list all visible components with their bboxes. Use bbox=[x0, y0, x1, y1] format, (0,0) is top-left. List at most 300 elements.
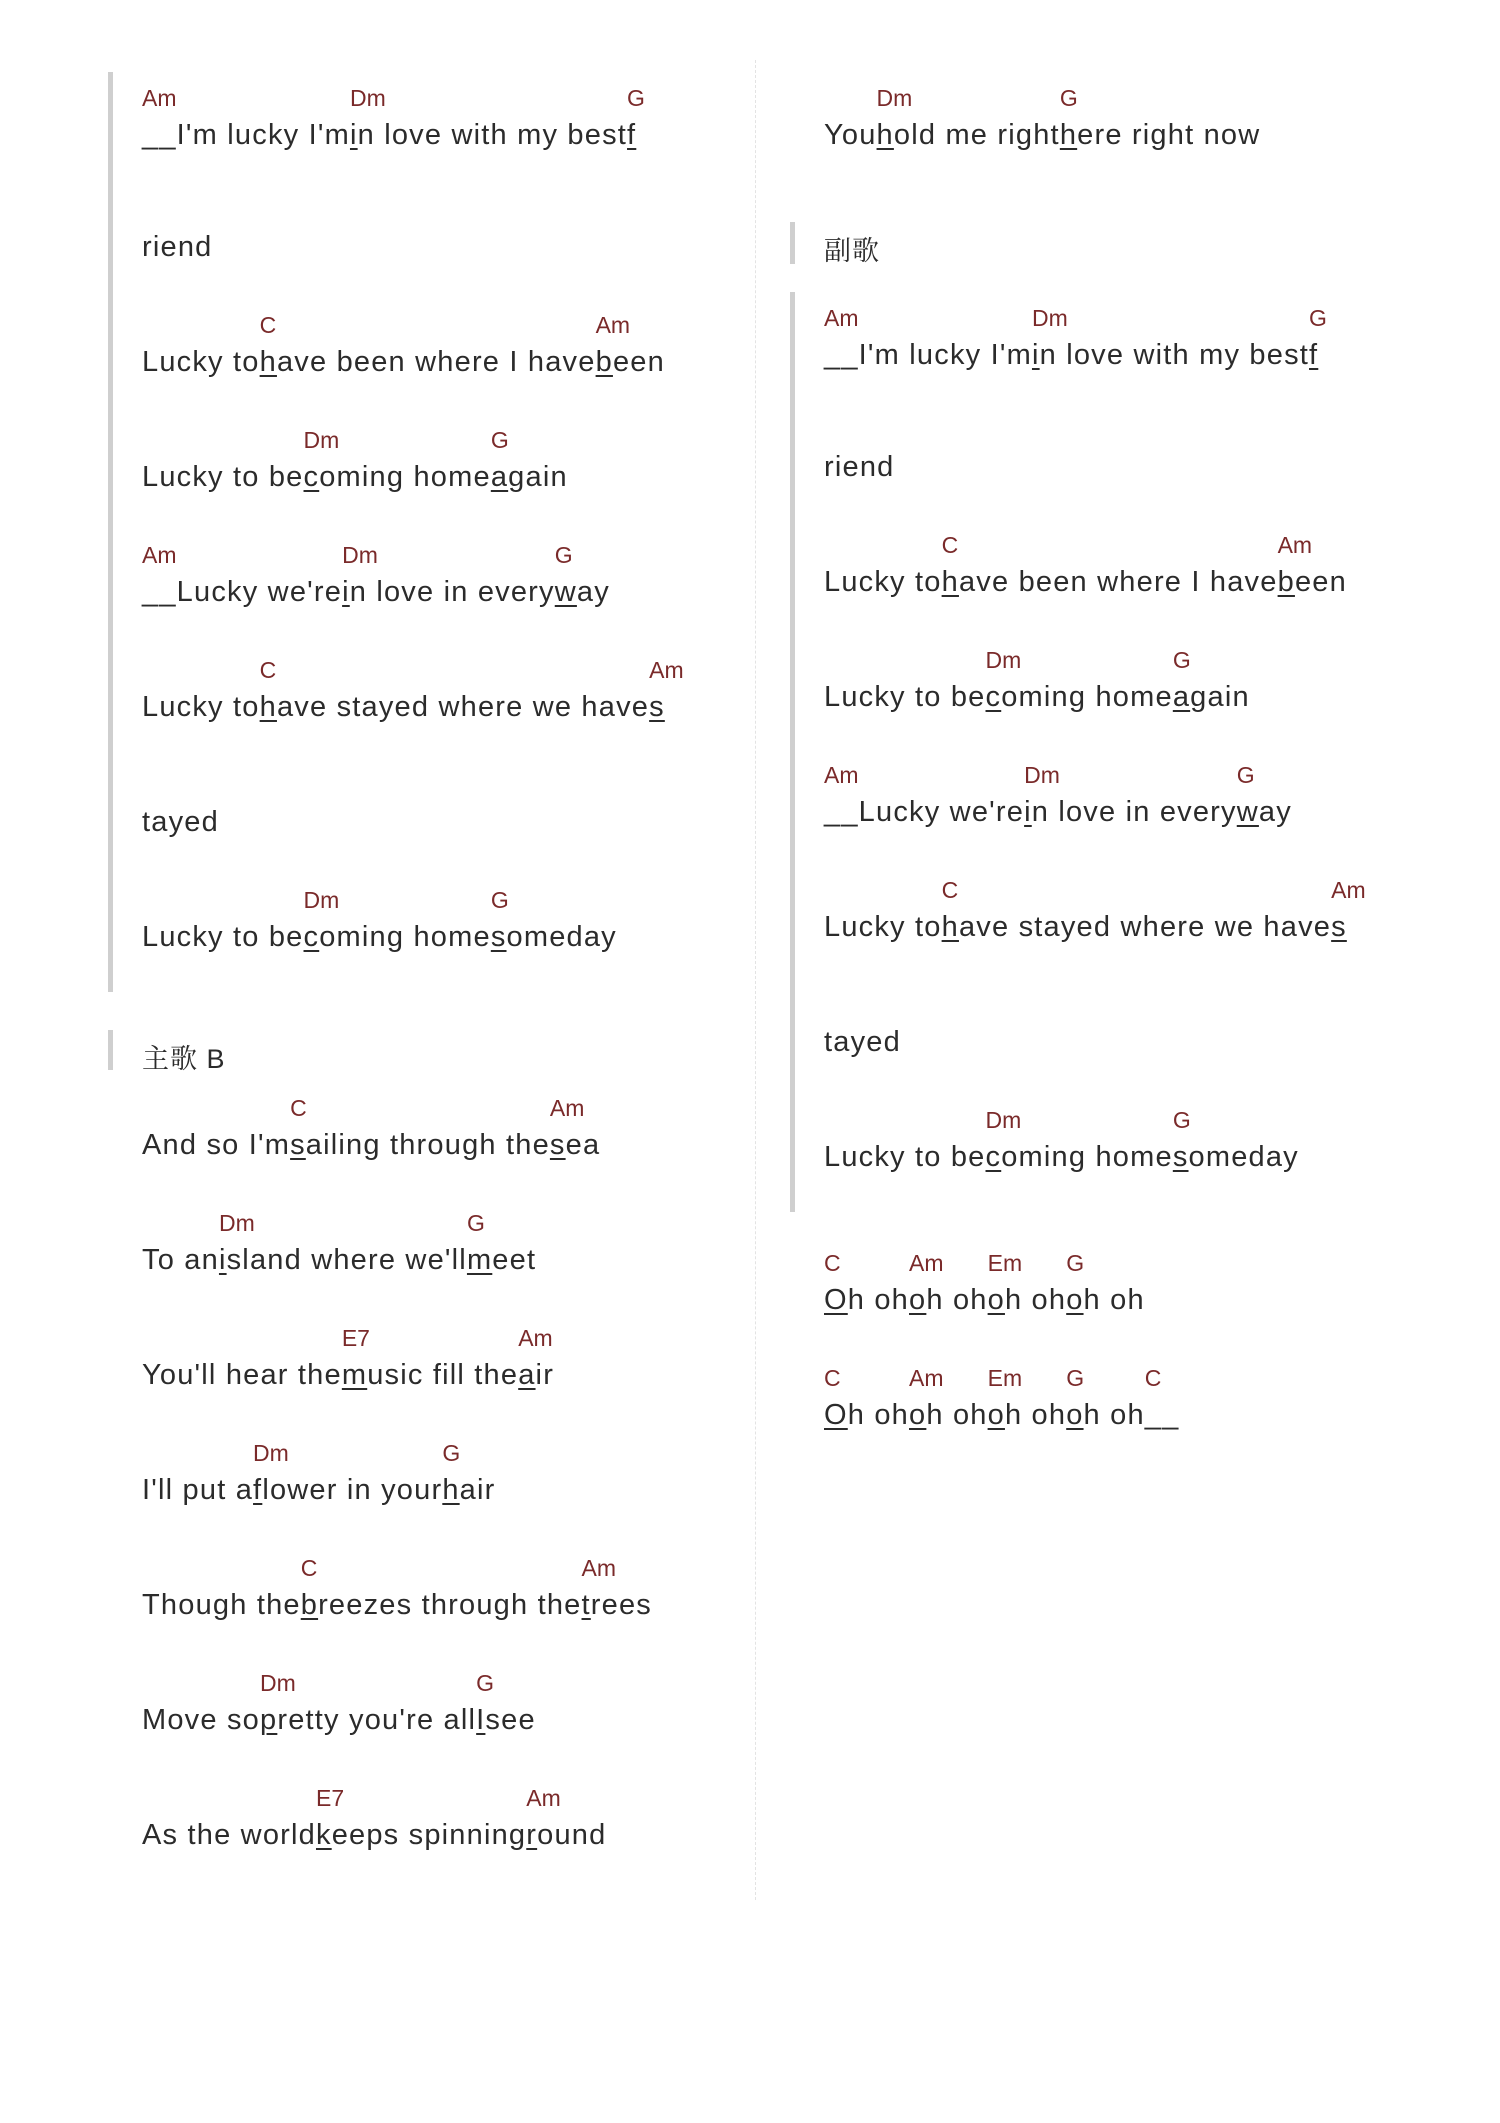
lyric-segment bbox=[1144, 1365, 1180, 1432]
lyric-text: h bbox=[259, 346, 277, 378]
lyric-text: usic fill the bbox=[367, 1359, 519, 1391]
lyric-text: s bbox=[490, 921, 507, 953]
lyric-segment bbox=[824, 565, 942, 599]
lyric-text: riend bbox=[142, 231, 213, 263]
chord-label: Em bbox=[987, 1365, 1023, 1391]
chord-label: Am bbox=[581, 1555, 617, 1581]
lyric-segment bbox=[566, 1128, 601, 1162]
lyric-segment bbox=[476, 1670, 495, 1737]
lyric-segment bbox=[526, 1785, 561, 1852]
lyric-segment bbox=[142, 1358, 342, 1392]
chord-label: G bbox=[554, 542, 573, 568]
lyric-text: o bbox=[987, 1399, 1005, 1431]
lyric-segment bbox=[485, 1703, 535, 1737]
chord-label: C bbox=[941, 877, 959, 903]
lyric-text: see bbox=[485, 1704, 536, 1736]
chord-label: Am bbox=[595, 312, 631, 338]
chord-label: Am bbox=[909, 1365, 944, 1391]
lyric-segment bbox=[577, 575, 610, 609]
lyric-text: I'm lucky I'm bbox=[858, 339, 1032, 371]
lyric-text: Lucky we're bbox=[858, 796, 1025, 828]
lyric-segment bbox=[824, 1365, 848, 1432]
chord-label: E7 bbox=[341, 1325, 370, 1351]
lyric-text: Though the bbox=[142, 1589, 301, 1621]
lyric-text: k bbox=[315, 1819, 332, 1851]
lyric-text: h oh bbox=[1083, 1399, 1145, 1431]
lyric-segment bbox=[1032, 795, 1237, 829]
lyric-text: Lucky to be bbox=[824, 1141, 986, 1173]
lyric-segment bbox=[1084, 1283, 1145, 1317]
lyric-segment bbox=[824, 910, 942, 944]
lyric-segment bbox=[177, 575, 342, 609]
chord-label: Dm bbox=[349, 85, 386, 111]
chord-label: Am bbox=[649, 657, 684, 683]
lyric-text: I'm lucky I'm bbox=[176, 119, 350, 151]
lyric-text: h oh bbox=[847, 1284, 910, 1316]
chord-label: C bbox=[824, 1365, 841, 1391]
lyric-text: o bbox=[909, 1399, 927, 1431]
chord-label: G bbox=[627, 85, 645, 111]
lyric-text: o bbox=[1066, 1284, 1084, 1316]
lyric-line bbox=[142, 542, 610, 609]
chord-label: G bbox=[490, 887, 509, 913]
lyric-text: b bbox=[595, 346, 613, 378]
chord-label: Dm bbox=[218, 1210, 255, 1236]
lyric-text: a bbox=[518, 1359, 536, 1391]
lyric-text: oming home bbox=[319, 921, 491, 953]
lyric-line bbox=[142, 805, 219, 839]
lyric-line bbox=[824, 1365, 1180, 1432]
lyric-text: To an bbox=[142, 1244, 219, 1276]
chord-label: C bbox=[824, 1250, 841, 1276]
lyric-text: rees bbox=[590, 1589, 652, 1621]
chord-label: Dm bbox=[260, 1670, 296, 1696]
lyric-text: een bbox=[612, 346, 665, 378]
chord-label: G bbox=[1059, 85, 1078, 111]
lyric-line bbox=[142, 427, 568, 494]
lyric-text: a bbox=[1172, 681, 1191, 713]
lyric-segment bbox=[319, 920, 491, 954]
chord-label: C bbox=[941, 532, 959, 558]
lyric-segment bbox=[987, 1250, 1023, 1317]
lyric-text: ave stayed where we have bbox=[276, 691, 650, 723]
lyric-text: t bbox=[581, 1589, 591, 1621]
lyric-text: c bbox=[303, 921, 320, 953]
lyric-text: h oh bbox=[847, 1399, 910, 1431]
lyric-segment bbox=[142, 690, 260, 724]
lyric-text: As the world bbox=[142, 1819, 316, 1851]
lyric-text: lower in your bbox=[262, 1474, 443, 1506]
lyric-text: ave stayed where we have bbox=[958, 911, 1332, 943]
lyric-text: gain bbox=[508, 461, 568, 493]
lyric-text: Lucky to bbox=[142, 691, 260, 723]
lyric-segment bbox=[303, 887, 340, 954]
section-bar bbox=[790, 292, 795, 1212]
lyric-segment bbox=[507, 920, 617, 954]
lyric-segment bbox=[253, 1440, 289, 1507]
chord-label: G bbox=[476, 1670, 495, 1696]
lyric-segment bbox=[848, 1283, 909, 1317]
lyric-segment bbox=[218, 1210, 255, 1277]
lyric-segment bbox=[277, 1703, 476, 1737]
lyric-text: h bbox=[442, 1474, 460, 1506]
lyric-segment bbox=[824, 1250, 848, 1317]
lyric-line bbox=[824, 450, 895, 484]
lyric-segment bbox=[824, 450, 895, 484]
chord-label: C bbox=[300, 1555, 318, 1581]
lyric-text: Lucky to be bbox=[142, 461, 304, 493]
lyric-segment bbox=[859, 795, 1024, 829]
lyric-segment bbox=[824, 1140, 986, 1174]
lyric-text: f bbox=[627, 119, 637, 151]
lyric-segment bbox=[341, 1325, 370, 1392]
chord-label: Dm bbox=[985, 647, 1022, 673]
lyric-text: ound bbox=[537, 1819, 607, 1851]
lyric-text: s bbox=[290, 1129, 306, 1161]
lyric-segment bbox=[876, 85, 913, 152]
lyric-segment bbox=[350, 575, 555, 609]
lyric-text: __ bbox=[142, 119, 177, 151]
lyric-line bbox=[824, 532, 1347, 599]
lyric-text: Lucky to bbox=[824, 911, 942, 943]
chord-label: G bbox=[1236, 762, 1255, 788]
lyric-segment bbox=[1295, 565, 1347, 599]
chord-label: G bbox=[466, 1210, 485, 1236]
chord-label: G bbox=[1066, 1250, 1085, 1276]
lyric-segment bbox=[177, 118, 350, 152]
lyric-text: h oh bbox=[1083, 1284, 1145, 1316]
lyric-segment bbox=[859, 338, 1032, 372]
lyric-segment bbox=[537, 1818, 606, 1852]
lyric-segment bbox=[342, 542, 378, 609]
lyric-segment bbox=[142, 805, 219, 839]
lyric-segment bbox=[259, 312, 277, 379]
lyric-text: Lucky we're bbox=[176, 576, 343, 608]
section-bar bbox=[108, 72, 113, 992]
lyric-text: r bbox=[526, 1819, 538, 1851]
lyric-text: h bbox=[876, 119, 894, 151]
lyric-text: retty you're all bbox=[277, 1704, 477, 1736]
lyric-segment bbox=[490, 427, 509, 494]
lyric-line bbox=[824, 1107, 1299, 1174]
lyric-segment bbox=[262, 1473, 442, 1507]
lyric-segment bbox=[460, 1473, 496, 1507]
lyric-segment bbox=[142, 1703, 260, 1737]
lyric-text: riend bbox=[824, 451, 895, 483]
lyric-line bbox=[824, 647, 1250, 714]
lyric-segment bbox=[227, 1243, 467, 1277]
lyric-text: old me right bbox=[893, 119, 1060, 151]
lyric-text: Lucky to be bbox=[142, 921, 304, 953]
chord-label: G bbox=[442, 1440, 461, 1466]
chord-label: Am bbox=[526, 1785, 561, 1811]
lyric-text: h oh bbox=[926, 1399, 988, 1431]
chord-label: Am bbox=[518, 1325, 553, 1351]
lyric-text: c bbox=[303, 461, 320, 493]
lyric-segment bbox=[1190, 680, 1250, 714]
lyric-line bbox=[142, 657, 684, 724]
lyric-text: ir bbox=[535, 1359, 555, 1391]
chord-label: Am bbox=[824, 762, 859, 788]
lyric-segment bbox=[959, 565, 1278, 599]
chord-label: Dm bbox=[303, 427, 340, 453]
lyric-text: m bbox=[341, 1359, 368, 1391]
chord-label: Am bbox=[1277, 532, 1313, 558]
lyric-segment bbox=[941, 877, 959, 944]
lyric-segment bbox=[466, 1210, 493, 1277]
lyric-text: n love in every bbox=[349, 576, 555, 608]
lyric-segment bbox=[142, 1243, 219, 1277]
lyric-line bbox=[142, 312, 665, 379]
lyric-segment bbox=[142, 1128, 290, 1162]
chord-label: Am bbox=[549, 1095, 585, 1121]
section-heading: 主歌 B bbox=[142, 1044, 226, 1074]
lyric-segment bbox=[1331, 877, 1366, 944]
lyric-line bbox=[142, 1670, 536, 1737]
lyric-text: b bbox=[300, 1589, 319, 1621]
lyric-text: een bbox=[1294, 566, 1347, 598]
lyric-text: __ bbox=[824, 339, 859, 371]
lyric-text: I bbox=[476, 1704, 486, 1736]
lyric-segment bbox=[941, 532, 959, 599]
lyric-segment bbox=[442, 1440, 461, 1507]
lyric-text: eet bbox=[492, 1244, 537, 1276]
lyric-line bbox=[824, 85, 1261, 152]
lyric-segment bbox=[277, 690, 649, 724]
lyric-text: m bbox=[466, 1244, 493, 1276]
chord-label: C bbox=[259, 657, 277, 683]
lyric-text: s bbox=[1172, 1141, 1189, 1173]
lyric-segment bbox=[367, 1358, 518, 1392]
lyric-segment bbox=[1084, 1398, 1145, 1432]
lyric-text: h bbox=[941, 566, 959, 598]
lyric-text: air bbox=[459, 1474, 496, 1506]
lyric-segment bbox=[985, 1107, 1022, 1174]
chord-label: Am bbox=[909, 1250, 944, 1276]
lyric-text: reezes through the bbox=[318, 1589, 582, 1621]
lyric-text: h oh bbox=[1004, 1399, 1067, 1431]
chord-label: G bbox=[1172, 1107, 1191, 1133]
lyric-segment bbox=[554, 542, 577, 609]
lyric-segment bbox=[1259, 795, 1292, 829]
chord-label: C bbox=[1144, 1365, 1162, 1391]
chord-label: Dm bbox=[876, 85, 913, 111]
lyric-text: h bbox=[941, 911, 959, 943]
lyric-segment bbox=[536, 1358, 555, 1392]
lyric-segment bbox=[290, 1095, 307, 1162]
chord-label: Am bbox=[142, 542, 177, 568]
lyric-text: ailing through the bbox=[305, 1129, 550, 1161]
lyric-segment bbox=[508, 460, 568, 494]
lyric-text: n love in every bbox=[1031, 796, 1237, 828]
lyric-text: s bbox=[649, 691, 665, 723]
section-heading: 副歌 bbox=[824, 236, 880, 266]
lyric-segment bbox=[613, 345, 665, 379]
lyric-text: oming home bbox=[1001, 681, 1173, 713]
lyric-segment bbox=[332, 1818, 527, 1852]
lyric-text: i bbox=[218, 1244, 227, 1276]
lyric-text: i bbox=[349, 119, 358, 151]
lyric-text: tayed bbox=[142, 806, 219, 838]
lyric-segment bbox=[581, 1555, 617, 1622]
lyric-segment bbox=[259, 657, 277, 724]
lyric-segment bbox=[315, 1785, 345, 1852]
chord-label: Dm bbox=[342, 542, 378, 568]
lyric-segment bbox=[1189, 1140, 1299, 1174]
lyric-text: ave been where I have bbox=[276, 346, 596, 378]
lyric-line bbox=[142, 1095, 601, 1162]
lyric-text: ere right now bbox=[1077, 119, 1261, 151]
lyric-text: ave been where I have bbox=[958, 566, 1278, 598]
lyric-segment bbox=[1001, 680, 1173, 714]
lyric-segment bbox=[300, 1555, 319, 1622]
lyric-text: p bbox=[260, 1704, 278, 1736]
lyric-text: n love with my best bbox=[357, 119, 628, 151]
lyric-text: Lucky to bbox=[824, 566, 942, 598]
lyric-text: O bbox=[824, 1399, 848, 1431]
chord-label: G bbox=[490, 427, 509, 453]
lyric-text: c bbox=[985, 681, 1002, 713]
lyric-text: O bbox=[824, 1284, 848, 1316]
lyric-text: tayed bbox=[824, 1026, 901, 1058]
lyric-segment bbox=[1040, 338, 1309, 372]
chord-label: G bbox=[1309, 305, 1327, 331]
lyric-text: Lucky to be bbox=[824, 681, 986, 713]
lyric-segment bbox=[824, 118, 877, 152]
lyric-text: o bbox=[909, 1284, 927, 1316]
chord-label: C bbox=[259, 312, 277, 338]
chord-label: Em bbox=[987, 1250, 1023, 1276]
lyric-text: o bbox=[987, 1284, 1005, 1316]
lyric-text: omeday bbox=[1188, 1141, 1299, 1173]
lyric-text: __ bbox=[1144, 1399, 1180, 1431]
lyric-segment bbox=[142, 230, 213, 264]
chord-label: E7 bbox=[315, 1785, 345, 1811]
lyric-text: You'll hear the bbox=[142, 1359, 342, 1391]
lyric-line bbox=[142, 85, 645, 152]
lyric-text: gain bbox=[1190, 681, 1250, 713]
lyric-segment bbox=[848, 1398, 909, 1432]
lyric-segment bbox=[319, 460, 491, 494]
lyric-segment bbox=[142, 1818, 316, 1852]
lyric-segment bbox=[1077, 118, 1260, 152]
section-bar bbox=[108, 1030, 113, 1070]
lyric-text: h oh bbox=[926, 1284, 988, 1316]
lyric-text: oming home bbox=[1001, 1141, 1173, 1173]
lyric-text: i bbox=[1024, 796, 1032, 828]
lyric-segment bbox=[1236, 762, 1259, 829]
lyric-segment bbox=[824, 762, 859, 829]
lyric-text: w bbox=[554, 576, 577, 608]
lyric-segment bbox=[492, 1243, 536, 1277]
lyric-line bbox=[142, 1440, 496, 1507]
lyric-segment bbox=[349, 85, 386, 152]
lyric-text: h bbox=[1059, 119, 1078, 151]
lyric-line bbox=[824, 762, 1292, 829]
lyric-segment bbox=[260, 1670, 296, 1737]
lyric-segment bbox=[591, 1588, 652, 1622]
lyric-segment bbox=[926, 1283, 987, 1317]
chord-label: Dm bbox=[253, 1440, 289, 1466]
lyric-segment bbox=[1005, 1398, 1066, 1432]
chord-label: Am bbox=[1331, 877, 1366, 903]
lyric-text: h bbox=[259, 691, 277, 723]
lyric-segment bbox=[824, 1025, 901, 1059]
lyric-segment bbox=[277, 345, 596, 379]
lyric-text: __ bbox=[824, 796, 859, 828]
lyric-segment bbox=[142, 1588, 301, 1622]
lyric-segment bbox=[627, 85, 645, 152]
lyric-text: w bbox=[1236, 796, 1259, 828]
lyric-line bbox=[824, 305, 1327, 372]
lyric-segment bbox=[909, 1365, 944, 1432]
lyric-segment bbox=[142, 85, 177, 152]
lyric-text: ay bbox=[576, 576, 610, 608]
lyric-segment bbox=[303, 427, 340, 494]
chord-label: Dm bbox=[1031, 305, 1068, 331]
lyric-segment bbox=[1001, 1140, 1173, 1174]
lyric-text: s bbox=[549, 1129, 566, 1161]
lyric-segment bbox=[1059, 85, 1078, 152]
lyric-text: h oh bbox=[1004, 1284, 1067, 1316]
chord-label: Am bbox=[824, 305, 859, 331]
lyric-text: Move so bbox=[142, 1704, 260, 1736]
lyric-text: c bbox=[985, 1141, 1002, 1173]
lyric-text: Lucky to bbox=[142, 346, 260, 378]
lyric-segment bbox=[142, 460, 304, 494]
lyric-segment bbox=[595, 312, 631, 379]
lyric-segment bbox=[959, 910, 1331, 944]
lyric-segment bbox=[1172, 1107, 1191, 1174]
lyric-text: f bbox=[1309, 339, 1319, 371]
chord-label: Am bbox=[142, 85, 177, 111]
lyric-segment bbox=[1309, 305, 1327, 372]
lyric-text: You bbox=[824, 119, 877, 151]
lyric-line bbox=[142, 1785, 607, 1852]
lyric-segment bbox=[358, 118, 627, 152]
lyric-text: oming home bbox=[319, 461, 491, 493]
lyric-text: i bbox=[342, 576, 350, 608]
lyric-line bbox=[142, 1555, 652, 1622]
lyric-segment bbox=[824, 305, 859, 372]
lyric-segment bbox=[894, 118, 1060, 152]
lyric-line bbox=[824, 1025, 901, 1059]
lyric-segment bbox=[824, 680, 986, 714]
lyric-text: ay bbox=[1258, 796, 1292, 828]
lyric-segment bbox=[1172, 647, 1191, 714]
section-bar bbox=[790, 222, 795, 264]
lyric-text: a bbox=[490, 461, 509, 493]
lyric-segment bbox=[1005, 1283, 1066, 1317]
lyric-text: eeps spinning bbox=[331, 1819, 527, 1851]
column-divider bbox=[755, 60, 756, 1900]
chord-label: G bbox=[1172, 647, 1191, 673]
lyric-segment bbox=[142, 345, 260, 379]
lyric-line bbox=[142, 1210, 537, 1277]
lyric-line bbox=[142, 1325, 555, 1392]
lyric-segment bbox=[490, 887, 509, 954]
lyric-segment bbox=[318, 1588, 581, 1622]
lyric-segment bbox=[142, 542, 177, 609]
lyric-text: I'll put a bbox=[142, 1474, 254, 1506]
lyric-text: ea bbox=[565, 1129, 601, 1161]
lyric-segment bbox=[142, 1473, 253, 1507]
lyric-text: __ bbox=[142, 576, 177, 608]
lyric-segment bbox=[142, 920, 304, 954]
lyric-line bbox=[142, 230, 213, 264]
lyric-text: i bbox=[1031, 339, 1040, 371]
lyric-text: s bbox=[1331, 911, 1347, 943]
